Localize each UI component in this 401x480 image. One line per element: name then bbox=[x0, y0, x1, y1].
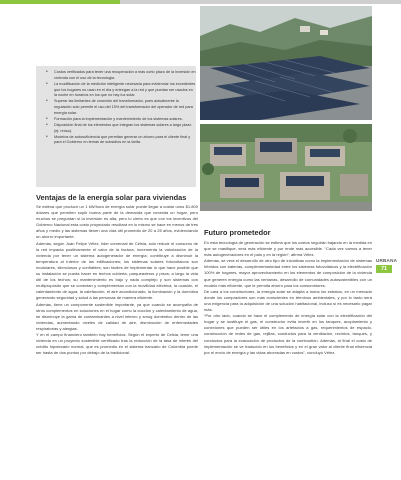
bullet-list bbox=[46, 70, 196, 146]
bullet-item: • Formación para la implementación y mantenimiento de los sistemas solares. bbox=[46, 115, 183, 122]
bullet-item: • Modelos de autosuficiencia que permitan generar un ahorro para el cliente final y para el Gobierno en temas de subsidios en la tarifa. bbox=[46, 133, 191, 145]
paragraph: En esta tecnología de generación se estima que los costos seguirán bajando en la medida en que se masifique, será más eficiente y por ende más accesible. “Cada vez vamos a tener más autogeneradores en el país y en la región”, afirma Vélez. bbox=[204, 240, 372, 258]
bullet-dot-icon: • bbox=[46, 133, 48, 140]
bullet-item: • Superar las limitantes de conexión del transformador, pues actualmente la regulación solo permite el uso del 15% del transformador del operador de red para energía solar. bbox=[46, 98, 193, 115]
paragraph: Se estima que producir un 1 kW/hora de energía solar puede llegar a costar unos $1.800 dólares que permiten suplir buena parte de la demanda que necesita un hogar, pero muchos se preguntan si la inversión es alta, pero lo cierto es que con los incentivos del Gobierno Nacional esta costo proyectado resultará en lo mismo se hace en menos de tres años y medio y las sistemas tienen una vida útil promedio de 20 a 25 años, evidenciando un ahorro importante. bbox=[36, 204, 198, 240]
left-column bbox=[36, 204, 198, 356]
paragraph: “Por otro lado, cuando se hace el complemento de energía solar con la electrificación del hogar y se sustituye el gas, el constructor evita invertir en los tanques, acoplamiento y conexiones que pueden ser útiles en los artefactos a gas, requerimientos de espacio, construcción de redes de gas, rejillas, conductos para la ventilación, recintos, tanques, y conductos para la evacuación de productos de la combustión. Además, al final el costo de implementación se ve traducido en los beneficios y en el gran valor al cliente final eficiencia por el envío de energía y las vidas ahorradas en costos”, concluyó Vélez. bbox=[204, 313, 372, 355]
bullet-dot-icon: • bbox=[46, 115, 48, 122]
paragraph: De cara a los constructores, la energía solar se adapta a todos los estratos, en un mercado donde los compradores son más conscientes en términos ambientales, y por lo tanto será una exigencia para la adquisición de una solución habitacional, incluso si es necesario pagar más. bbox=[204, 288, 372, 313]
bullet-dot-icon: • bbox=[46, 80, 48, 87]
paragraph: Y en el campo financiero también hay beneficios. Según el experto de Celsia, tener una vivienda en un proyecto sostenible certificado tras la reducción de la tasa de interés del crédito hipotecario normal, que es promedio en el sistema bancario de Colombia puede ser hasta de dos puntos por debajo de la tradicional. bbox=[36, 331, 198, 356]
page-number-badge: 71 bbox=[376, 265, 392, 273]
aerial-houses-photo bbox=[200, 124, 372, 211]
bullet-dot-icon: • bbox=[46, 121, 48, 128]
paragraph: Además, se verá el desarrollo de otro tipo de iniciativas como la implementación de sistemas híbridos con baterías, complementariedad entre los sistemas fotovoltaicos y la electrificación 100% de hogares, mayor aprovechamiento en los elementos de composición de la vivienda que generen energía como las ventanas, desarrollo de comunidades autosostenibles con un modelo más eficiente, que le permita ahorro para los consumidores. bbox=[204, 258, 372, 288]
paragraph: Además, tiene un componente sostenible importante, ya que cuando se acompaña de otros complementos en soluciones en el hogar como la cocción y calentamiento de agua, se disminuye la gama de contaminantes a nivel interno y smog doméstico dentro de las viviendas, aumentando niveles de calidad de aire, disminución de enfermedades respiratorias y alergias. bbox=[36, 301, 198, 331]
paragraph: Además, según Juan Felipe Vélez, líder comercial de Celsia, solo reducir el consumo de la red impacta positivamente el valor de la factura, incrementa la valorización de la vivienda por tener un sistema autogenerador de energía; contribuye a disminuir la temperatura al interior de las edificaciones; los sistemas solares fotovoltaicos son modulares, silenciosos y confiables; son fáciles de implementar lo que hace posible que su instalación se pueda hacer en techos cubierta, parqueaderos y pisos; a largo la vida útil de los techos; su mantenimiento es bajo y nada complejo y son sistemas con multipropósito que se conectan y complementan con la movilidad eléctrica, la ocasión, el calentamiento de agua, la calefacción, el aire acondicionado, la iluminación y la domótica generando seguridad y salud a las personas de manera eficiente. bbox=[36, 240, 198, 301]
bullet-item: • La modificación de la medición inteligente necesaria para evidenciar los excedentes que los hogares no usan en el día y entregan a la red y que puedan ser usados en la noche en horarios en los que no hay luz solar. bbox=[46, 80, 196, 98]
right-heading: Futuro prometedor bbox=[204, 228, 271, 237]
section-label: URBANA bbox=[376, 258, 398, 263]
bullet-dot-icon: • bbox=[46, 98, 48, 105]
left-heading: Ventajas de la energía solar para viviendas bbox=[36, 193, 187, 202]
bullet-item: • Disposición final de los elementos que integran los sistemas solares a largo plazo (ej: reúso). bbox=[46, 121, 192, 133]
bullet-item: • Costos verificados para tener una recuperación a más corto plazo de la inversión en vivienda con el uso de la tecnología. bbox=[46, 69, 196, 80]
top-rule-accent bbox=[0, 0, 120, 4]
right-column bbox=[204, 240, 372, 356]
bullet-dot-icon: • bbox=[46, 69, 48, 75]
rooftop-solar-photo bbox=[200, 6, 372, 120]
